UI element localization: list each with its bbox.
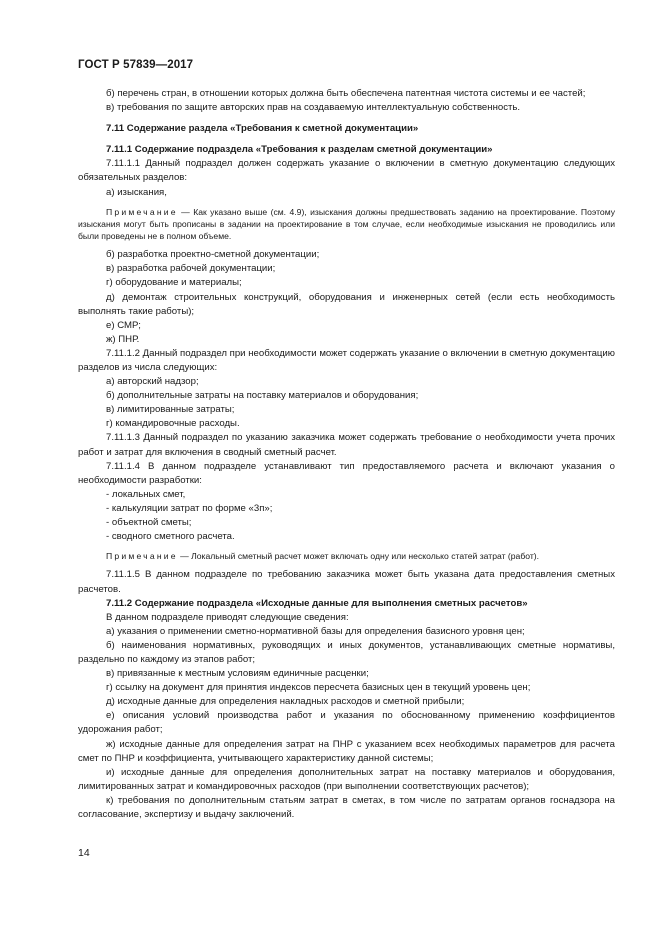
note-2 <box>78 550 615 562</box>
dash-item-object: - объектной сметы; <box>106 517 192 529</box>
list-item-s-v: в) привязанные к местным условиям единичные расценки; <box>106 668 369 680</box>
subsection-heading-7-11-1: 7.11.1 Содержание подраздела «Требования к разделам сметной документации» <box>106 144 493 156</box>
list-item-s-k: к) требования по дополнительным статьям затрат в сметах, в том числе по затратам органов госнадзора на согласование, экспертизу и выдачу заключений. <box>78 794 615 821</box>
list-item-e: е) СМР; <box>106 319 141 331</box>
list-item-b2: б) дополнительные затраты на поставку материалов и оборудования; <box>106 390 419 402</box>
page-body <box>78 87 615 822</box>
list-item-v2: в) лимитированные затраты; <box>106 404 235 416</box>
paragraph-7-11-1-5: 7.11.1.5 В данном подразделе по требованию заказчика может быть указана дата предоставления сметных расчетов. <box>78 569 615 595</box>
list-item-s-a: а) указания о применении сметно-нормативной базы для определения базисного уровня цен; <box>106 625 525 637</box>
list-item-a2: а) авторский надзор; <box>106 376 199 388</box>
list-item-g: г) оборудование и материалы; <box>106 277 242 289</box>
note-text: — Локальный сметный расчет может включать одну или несколько статей затрат (работ). <box>177 551 540 562</box>
paragraph-7-11-1-3: 7.11.1.3 Данный подраздел по указанию заказчика может содержать требование о необходимости учета прочих работ и затрат для включения в сводный сметный расчет. <box>78 432 615 458</box>
dash-item-summary: - сводного сметного расчета. <box>106 531 235 543</box>
paragraph-7-11-1-2: 7.11.1.2 Данный подраздел при необходимости может содержать указание о включении в сметную документацию разделов из числа следующих: <box>78 347 615 374</box>
list-item-s-d: д) исходные данные для определения накладных расходов и сметной прибыли; <box>106 696 465 708</box>
section-heading-7-11: 7.11 Содержание раздела «Требования к сметной документации» <box>106 123 419 135</box>
note-1 <box>78 206 615 243</box>
paragraph-7-11-2-intro: В данном подразделе приводят следующие сведения: <box>106 611 349 623</box>
list-item-s-b: б) наименования нормативных, руководящих и иных документов, устанавливающих сметные нормативы, раздельно по каждому из этапов работ; <box>78 639 615 665</box>
list-item-zh: ж) ПНР. <box>106 333 140 345</box>
paragraph-v-copyright: в) требования по защите авторских прав на создаваемую интеллектуальную собственность. <box>106 102 521 114</box>
note-label: Примечание <box>106 206 178 217</box>
list-item-a: а) изыскания, <box>106 186 167 198</box>
list-item-s-i: и) исходные данные для определения дополнительных затрат на поставку материалов и оборудования, лимитированных затрат и командировочных расходов (при выполнении соответствующих расчетов); <box>78 766 615 792</box>
note-text: — Как указано выше (см. 4.9), изыскания должны предшествовать заданию на проектирование. Поэтому изыскания могут быть прописаны в задании на проектирование в том случае, если необходимые изыскания не проводились или были проведены не в полном объеме. <box>78 206 615 242</box>
dash-item-local: - локальных смет, <box>106 488 186 500</box>
subsection-heading-7-11-2: 7.11.2 Содержание подраздела «Исходные данные для выполнения сметных расчетов» <box>106 597 528 609</box>
list-item-s-e: е) описания условий производства работ и указания по обоснованному применению коэффициентов удорожания работ; <box>78 710 615 736</box>
list-item-v: в) разработка рабочей документации; <box>106 263 276 275</box>
page-number: 14 <box>78 847 90 859</box>
list-item-g2: г) командировочные расходы. <box>106 418 240 430</box>
paragraph-b-countries: б) перечень стран, в отношении которых должна быть обеспечена патентная чистота системы и ее частей; <box>106 88 586 99</box>
dash-item-calc: - калькуляции затрат по форме «3п»; <box>106 502 273 514</box>
note-label: Примечание <box>106 551 178 562</box>
list-item-b: б) разработка проектно-сметной документации; <box>106 249 320 261</box>
paragraph-7-11-1-1: 7.11.1.1 Данный подраздел должен содержать указание о включении в сметную документацию следующих обязательных разделов: <box>78 158 615 184</box>
list-item-s-g: г) ссылку на документ для принятия индексов пересчета базисных цен в текущий уровень цен; <box>106 682 531 694</box>
list-item-s-zh: ж) исходные данные для определения затрат на ПНР с указанием всех необходимых параметров для расчета смет по ПНР и коэффициента, учитывающего характеристику данной системы; <box>78 738 615 764</box>
document-header: ГОСТ Р 57839—2017 <box>78 59 194 71</box>
list-item-d: д) демонтаж строительных конструкций, оборудования и инженерных сетей (если есть необходимость выполнять такие работы); <box>78 291 615 317</box>
paragraph-7-11-1-4: 7.11.1.4 В данном подразделе устанавливают тип предоставляемого расчета и включают указания о необходимости разработки: <box>78 460 615 486</box>
